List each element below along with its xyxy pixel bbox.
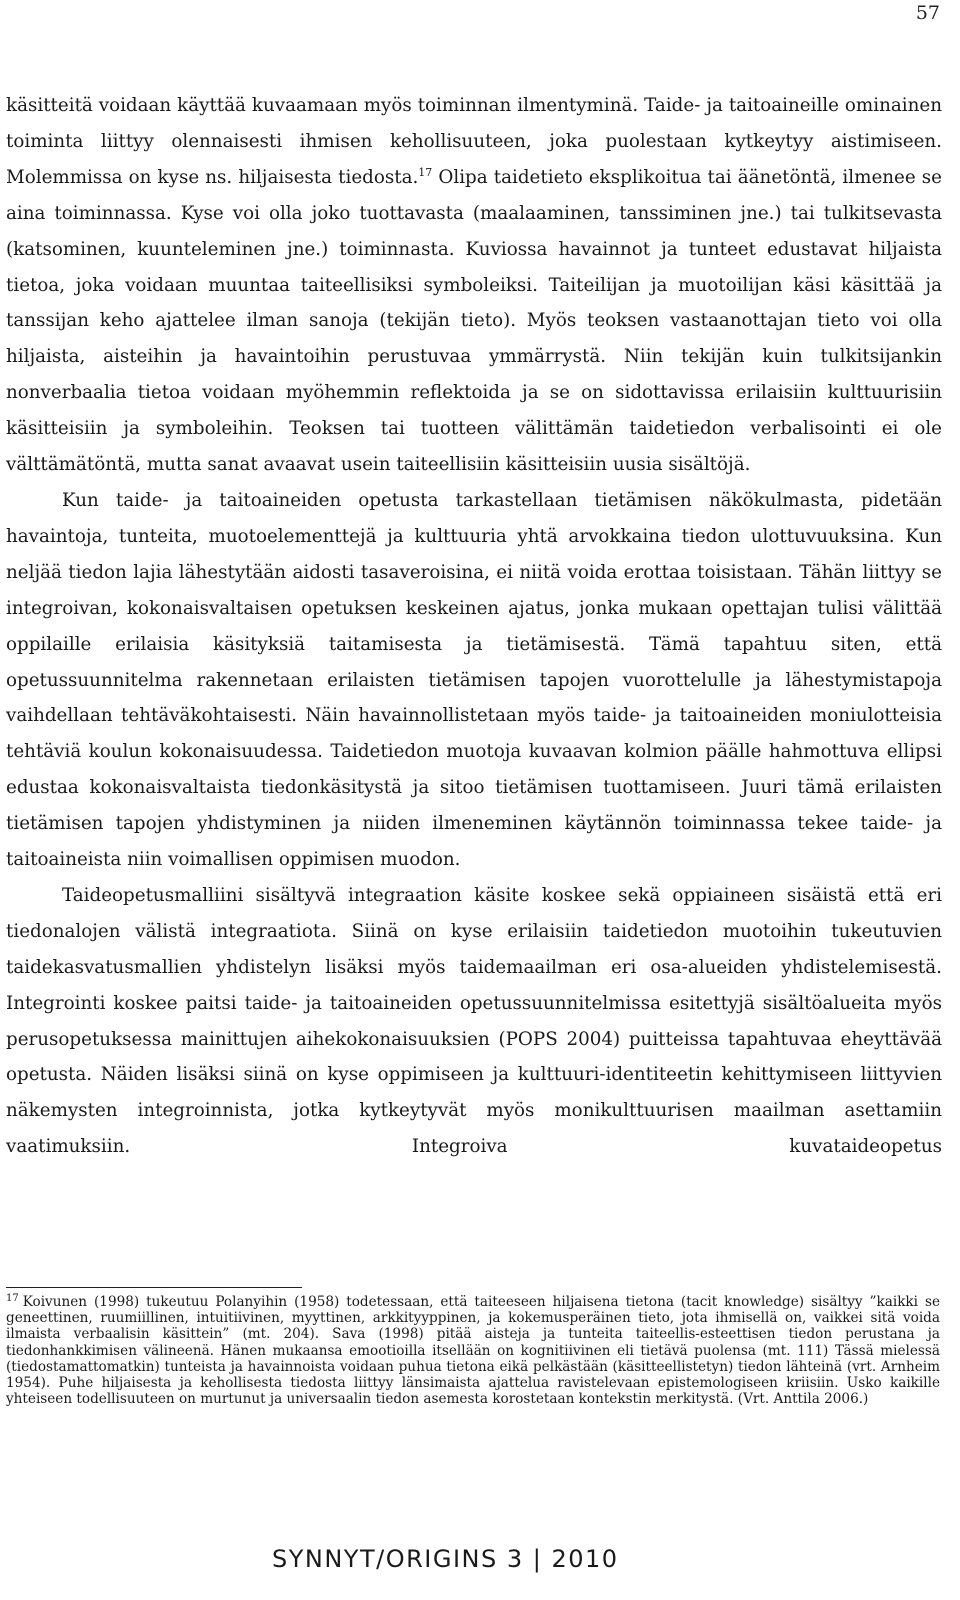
body-text (6, 88, 942, 1165)
paragraph-1 (6, 88, 942, 483)
paragraph-3: Taideopetusmalliini sisältyvä integraation käsite koskee sekä oppiaineen sisäistä että eri tiedonalojen välistä integraatiota. Siinä on kyse erilaisiin taidetiedon muotoihin tukeutuvien taidekasvatusmallien yhdistelyn lisäksi myös taidemaailman eri osa-alueiden yhdistelemisestä. Integrointi koskee paitsi taide- ja taitoaineiden opetussuunnitelmissa esitettyjä sisältöalueita myös perusopetuksessa mainittujen aihekokonaisuuksien (POPS 2004) puitteissa tapahtuvaa eheyttävää opetusta. Näiden lisäksi siinä on kyse oppimiseen ja kulttuuri-identiteetin kehittymiseen liittyvien näkemysten integroinnista, jotka kytkeytyvät myös monikulttuurisen maailman asettamiin vaatimuksiin. Integroiva kuvataideopetus (6, 884, 942, 1158)
paragraph-1-part-2: Olipa taidetieto eksplikoitua tai äänetöntä, ilmenee se aina toiminnassa. Kyse voi olla joko tuottavasta (maalaaminen, tanssiminen jne.) tai tulkitsevasta (katsominen, kuunteleminen jne.) toiminnasta. Kuviossa havainnot ja tunteet edustavat hiljaista tietoa, joka voidaan muuntaa taiteellisiksi symboleiksi. Taiteilijan ja muotoilijan käsi käsittää ja tanssijan keho ajattelee ilman sanoja (tekijän tieto). Myös teoksen vastaanottajan tieto voi olla hiljaista, aisteihin ja havaintoihin perustuvaa ymmärrystä. Niin tekijän kuin tulkitsijankin nonverbaalia tietoa voidaan myöhemmin reflektoida ja se on sidottavissa erilaisiin kulttuurisiin käsitteisiin ja symboleihin. Teoksen tai tuotteen välittämän taidetiedon verbalisointi ei ole välttämätöntä, mutta sanat avaavat usein taiteellisiin käsitteisiin uusia sisältöjä. (6, 166, 942, 476)
paragraph-2: Kun taide- ja taitoaineiden opetusta tarkastellaan tietämisen näkökulmasta, pidetään havaintoja, tunteita, muotoelementtejä ja kulttuuria yhtä arvokkaina tiedon ulottuvuuksina. Kun neljää tiedon lajia lähestytään aidosti tasaveroisina, ei niitä voida erottaa toisistaan. Tähän liittyy se integroivan, kokonaisvaltaisen opetuksen keskeinen ajatus, jonka mukaan opettajan tulisi välittää oppilaille erilaisia käsityksiä taitamisesta ja tietämisestä. Tämä tapahtuu siten, että opetussuunnitelma rakennetaan erilaisten tietämisen tapojen vuorottelulle ja lähestymistapoja vaihdellaan tehtäväkohtaisesti. Näin havainnollistetaan myös taide- ja taitoaineiden moniulotteisia tehtäviä koulun kokonaisuudessa. Taidetiedon muotoja kuvaavan kolmion päälle hahmottuva ellipsi edustaa kokonaisvaltaista tiedonkäsitystä ja sitoo tietämisen tuottamiseen. Juuri tämä erilaisten tietämisen tapojen yhdistyminen ja niiden ilmeneminen käytännön toiminnassa tekee taide- ja taitoaineista niin voimallisen oppimisen muodon. (6, 489, 942, 871)
footnote-divider (6, 1287, 302, 1288)
footnote-number: 17 (6, 1293, 19, 1304)
journal-footer: SYNNYT/ORIGINS 3 | 2010 (272, 1545, 619, 1573)
paragraph-1-part-1: käsitteitä voidaan käyttää kuvaamaan myös toiminnan ilmentyminä. Taide- ja taitoaineille ominainen toiminta liittyy olennaisesti ihmisen kehollisuuteen, joka puolestaan kytkeytyy aistimiseen. Molemmissa on kyse ns. hiljaisesta tiedosta. (6, 95, 942, 188)
page-number: 57 (915, 2, 940, 24)
footnote-reference: 17 (418, 165, 433, 179)
footnote (6, 1294, 940, 1407)
footnote-text: Koivunen (1998) tukeutuu Polanyihin (1958) todetessaan, että taiteeseen hiljaisena tietona (tacit knowledge) sisältyy ”kaikki se geneettinen, ruumiillinen, intuitiivinen, myyttinen, arkkityyppinen, ja kokemusperäinen tieto, jota ihmisellä on, vaikkei sitä voida ilmaista verbaalisin käsittein” (mt. 204). Sava (1998) pitää aisteja ja tunteita taiteellis-esteettisen tiedon perustana ja tiedonhankkimisen välineenä. Hänen mukaansa emootioilla itsellään on kognitiivinen eli tietävä puolensa (mt. 111) Tässä mielessä (tiedostamattomatkin) tunteista ja havainnoista voidaan puhua tietona eikä pelkästään (käsitteellistetyn) tiedon lähteinä (vrt. Arnheim 1954). Puhe hiljaisesta ja kehollisesta tiedosta liittyy länsimaista ajattelua ravistelevaan epistemologiseen kriisiin. Usko kaikille yhteiseen todellisuuteen on murtunut ja universaalin tiedon asemesta korostetaan kontekstin merkitystä. (Vrt. Anttila 2006.) (6, 1294, 940, 1408)
